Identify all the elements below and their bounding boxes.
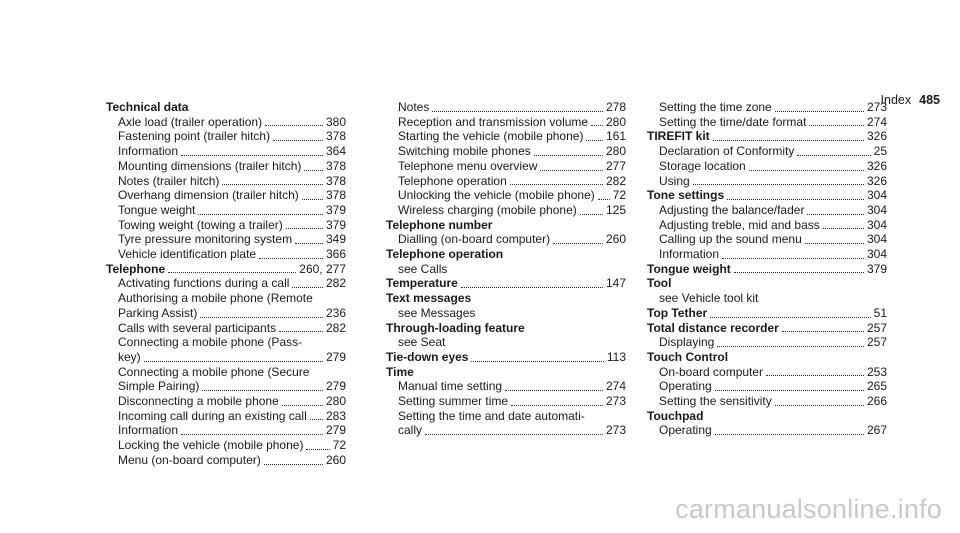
subentry-text: Calling up the sound menu: [659, 232, 802, 247]
entry-title: Tongue weight: [647, 261, 731, 276]
dot-leader: [540, 170, 603, 171]
index-entry: [386, 291, 626, 306]
index-subentry: [106, 350, 346, 365]
index-subentry: [106, 423, 346, 438]
subentry-text: Information: [118, 423, 179, 438]
page-reference[interactable]: 278: [605, 100, 626, 114]
subentry-text: Notes: [398, 100, 430, 114]
index-subentry: [386, 379, 626, 394]
dot-leader: [202, 390, 323, 391]
subentry-text: Overhang dimension (trailer hitch): [118, 188, 299, 203]
dot-leader: [511, 405, 603, 406]
subentry-text: Operating: [659, 379, 712, 394]
index-subentry: [106, 276, 346, 291]
page-reference[interactable]: 282: [325, 276, 346, 291]
index-subentry: [647, 423, 887, 438]
index-entry: [647, 129, 887, 144]
subentry-text: Calls with several participants: [118, 320, 277, 335]
page-reference[interactable]: 277: [605, 158, 626, 173]
subentry-text: cally: [398, 423, 423, 438]
index-subentry: [647, 174, 887, 189]
page-reference[interactable]: 253: [866, 364, 887, 379]
subentry-text: Adjusting treble, mid and bass: [659, 217, 820, 232]
index-entry: [647, 306, 887, 321]
index-subentry: [647, 100, 887, 115]
page-reference[interactable]: 279: [325, 423, 346, 438]
dot-leader: [310, 419, 323, 420]
dot-leader: [286, 228, 323, 229]
subentry-text: Parking Assist): [118, 305, 198, 320]
page-reference[interactable]: 349: [325, 232, 346, 247]
index-entry: [647, 188, 887, 203]
dot-leader: [693, 184, 864, 185]
watermark: carmanualsonline.info: [675, 494, 942, 524]
dot-leader: [471, 361, 603, 362]
index-subentry: [386, 115, 626, 130]
subentry-text: Wireless charging (mobile phone): [398, 202, 577, 217]
index-entry: [647, 321, 887, 336]
subentry-text: Disconnecting a mobile phone: [118, 394, 279, 409]
index-subentry: [386, 100, 626, 115]
dot-leader: [797, 155, 870, 156]
page-reference[interactable]: 51: [873, 305, 887, 320]
subentry-text: Reception and transmission volume: [398, 114, 589, 129]
page-reference[interactable]: 274: [866, 114, 887, 129]
index-entry: [647, 350, 887, 365]
dot-leader: [432, 111, 603, 112]
page-reference[interactable]: 364: [325, 144, 346, 159]
entry-title: Touch Control: [647, 349, 729, 364]
index-subentry: [647, 115, 887, 130]
subentry-text: Axle load (trailer operation): [118, 114, 263, 129]
index-subentry: [386, 306, 626, 321]
dot-leader: [273, 140, 323, 141]
index-entry: [106, 100, 346, 115]
page-reference[interactable]: 304: [866, 217, 887, 232]
dot-leader: [775, 111, 864, 112]
subentry-text: Setting the time and date automati-: [398, 408, 585, 423]
page-reference[interactable]: 304: [866, 247, 887, 262]
dot-leader: [306, 449, 329, 450]
index-subentry: [106, 394, 346, 409]
dot-leader: [200, 317, 323, 318]
index-subentry: [386, 129, 626, 144]
index-subentry: [106, 438, 346, 453]
index-subentry: [647, 159, 887, 174]
index-subentry: [106, 203, 346, 218]
page-reference[interactable]: 283: [325, 408, 346, 423]
subentry-text: Connecting a mobile phone (Pass-: [118, 335, 303, 350]
page-reference[interactable]: 378: [325, 158, 346, 173]
subentry-text: Information: [118, 144, 179, 159]
index-subentry: [106, 365, 346, 380]
dot-leader: [717, 346, 864, 347]
page-reference[interactable]: 161: [605, 129, 626, 144]
dot-leader: [823, 228, 864, 229]
dot-leader: [580, 214, 603, 215]
page-reference[interactable]: 267: [866, 423, 887, 438]
subentry-text: Setting summer time: [398, 394, 509, 409]
page-reference[interactable]: 378: [325, 129, 346, 144]
dot-leader: [461, 287, 603, 288]
page-reference[interactable]: 274: [605, 379, 626, 394]
subentry-text: key): [118, 349, 141, 364]
page-reference[interactable]: 379: [866, 261, 887, 276]
entry-title: Tie-down eyes: [386, 349, 469, 364]
index-subentry: [106, 159, 346, 174]
index-subentry: [386, 394, 626, 409]
subentry-text: Setting the sensitivity: [659, 394, 772, 409]
index-entry: [386, 247, 626, 262]
index-subentry: [106, 115, 346, 130]
page-reference[interactable]: 280: [605, 114, 626, 129]
page-reference[interactable]: 380: [325, 114, 346, 129]
subentry-text: Fastening point (trailer hitch): [118, 129, 271, 144]
index-subentry: [106, 409, 346, 424]
entry-title: Touchpad: [647, 408, 704, 423]
page-reference[interactable]: 25: [873, 144, 887, 159]
dot-leader: [304, 170, 323, 171]
page-reference[interactable]: 265: [866, 379, 887, 394]
index-subentry: [647, 335, 887, 350]
entry-title: TIREFIT kit: [647, 129, 710, 144]
index-subentry: [386, 159, 626, 174]
entry-title: Telephone: [106, 261, 166, 276]
entry-title: Technical data: [106, 100, 189, 114]
page-reference[interactable]: 273: [605, 394, 626, 409]
page-reference[interactable]: 379: [325, 217, 346, 232]
index-subentry: [647, 394, 887, 409]
subentry-text: Telephone menu overview: [398, 158, 538, 173]
page-reference[interactable]: 260: [605, 232, 626, 247]
entry-title: Temperature: [386, 276, 458, 291]
index-subentry: [386, 262, 626, 277]
subentry-text: see Messages: [398, 305, 476, 320]
page-number: 485: [919, 93, 940, 107]
dot-leader: [282, 405, 323, 406]
index-subentry: [386, 335, 626, 350]
subentry-text: Manual time setting: [398, 379, 503, 394]
index-entry: [647, 276, 887, 291]
subentry-text: see Seat: [398, 335, 446, 350]
dot-leader: [775, 405, 864, 406]
dot-leader: [766, 375, 864, 376]
page-reference[interactable]: 378: [325, 188, 346, 203]
index-subentry: [106, 291, 346, 306]
index-subentry: [647, 203, 887, 218]
dot-leader: [553, 243, 603, 244]
dot-leader: [782, 331, 864, 332]
subentry-text: Vehicle identification plate: [118, 247, 257, 262]
index-subentry: [106, 453, 346, 468]
page-reference[interactable]: 304: [866, 232, 887, 247]
page-reference[interactable]: 280: [605, 144, 626, 159]
subentry-text: On-board computer: [659, 364, 764, 379]
index-subentry: [386, 232, 626, 247]
page-reference[interactable]: 304: [866, 202, 887, 217]
index-subentry: [647, 247, 887, 262]
page-reference[interactable]: 236: [325, 305, 346, 320]
dot-leader: [425, 434, 603, 435]
dot-leader: [734, 272, 864, 273]
page-reference[interactable]: 304: [866, 188, 887, 203]
index-subentry: [106, 129, 346, 144]
page-reference[interactable]: 266: [866, 394, 887, 409]
dot-leader: [727, 199, 864, 200]
subentry-text: Unlocking the vehicle (mobile phone): [398, 188, 595, 203]
index-subentry: [106, 306, 346, 321]
entry-title: Top Tether: [647, 305, 708, 320]
subentry-text: see Calls: [398, 261, 448, 276]
dot-leader: [749, 170, 864, 171]
index-subentry: [647, 365, 887, 380]
dot-leader: [265, 125, 323, 126]
dot-leader: [809, 125, 864, 126]
dot-leader: [168, 272, 296, 273]
dot-leader: [807, 214, 864, 215]
dot-leader: [292, 287, 323, 288]
index-subentry: [386, 174, 626, 189]
page-reference[interactable]: 273: [866, 100, 887, 114]
page-reference[interactable]: 282: [325, 320, 346, 335]
subentry-text: Towing weight (towing a trailer): [118, 217, 283, 232]
subentry-text: Information: [659, 247, 720, 262]
dot-leader: [259, 258, 323, 259]
subentry-text: Simple Pairing): [118, 379, 200, 394]
dot-leader: [713, 140, 864, 141]
index-column-3: [647, 100, 887, 438]
dot-leader: [598, 199, 610, 200]
subentry-text: Tongue weight: [118, 202, 196, 217]
index-subentry: [106, 335, 346, 350]
dot-leader: [279, 331, 323, 332]
index-subentry: [106, 232, 346, 247]
index-subentry: [386, 423, 626, 438]
page-reference[interactable]: 72: [612, 188, 626, 203]
page-reference[interactable]: 113: [606, 349, 626, 364]
subentry-text: Tyre pressure monitoring system: [118, 232, 293, 247]
page-reference[interactable]: 279: [325, 379, 346, 394]
subentry-text: Locking the vehicle (mobile phone): [118, 438, 304, 453]
index-entry: [647, 409, 887, 424]
page-reference[interactable]: 326: [866, 173, 887, 188]
page-reference[interactable]: 72: [332, 438, 346, 453]
entry-title: Text messages: [386, 291, 472, 306]
page-reference[interactable]: 280: [325, 394, 346, 409]
subentry-text: Starting the vehicle (mobile phone): [398, 129, 584, 144]
index-entry: [647, 262, 887, 277]
page-reference[interactable]: 378: [325, 173, 346, 188]
index-entry: [386, 321, 626, 336]
index-subentry: [647, 144, 887, 159]
index-entry: [386, 350, 626, 365]
dot-leader: [534, 155, 603, 156]
page-reference[interactable]: 125: [605, 202, 626, 217]
entry-title: Telephone operation: [386, 247, 504, 262]
dot-leader: [505, 390, 603, 391]
dot-leader: [722, 258, 864, 259]
index-subentry: [647, 218, 887, 233]
header-section-label: Index: [880, 93, 912, 107]
page-reference[interactable]: 279: [325, 349, 346, 364]
dot-leader: [586, 140, 603, 141]
dot-leader: [715, 434, 864, 435]
dot-leader: [805, 243, 864, 244]
index-subentry: [647, 379, 887, 394]
index-subentry: [106, 379, 346, 394]
index-entry: [106, 262, 346, 277]
page-reference[interactable]: 260, 277: [299, 261, 346, 276]
dot-leader: [144, 361, 323, 362]
index-subentry: [386, 203, 626, 218]
dot-leader: [510, 184, 603, 185]
subentry-text: Setting the time zone: [659, 100, 772, 114]
subentry-text: Notes (trailer hitch): [118, 173, 220, 188]
subentry-text: Menu (on-board computer): [118, 452, 261, 467]
page-reference[interactable]: 326: [866, 158, 887, 173]
index-entry: [386, 276, 626, 291]
subentry-text: Incoming call during an existing call: [118, 408, 307, 423]
entry-title: Tool: [647, 276, 672, 291]
index-subentry: [106, 174, 346, 189]
page-reference[interactable]: 257: [866, 320, 887, 335]
dot-leader: [198, 214, 323, 215]
index-subentry: [647, 291, 887, 306]
entry-title: Time: [386, 364, 414, 379]
index-subentry: [106, 144, 346, 159]
index-column-2: [386, 100, 626, 438]
subentry-text: Connecting a mobile phone (Secure: [118, 364, 310, 379]
dot-leader: [181, 155, 323, 156]
index-subentry: [647, 232, 887, 247]
dot-leader: [302, 199, 323, 200]
index-subentry: [106, 188, 346, 203]
page-reference[interactable]: 282: [605, 173, 626, 188]
subentry-text: Using: [659, 173, 690, 188]
index-subentry: [106, 218, 346, 233]
entry-title: Telephone number: [386, 217, 493, 232]
subentry-text: Mounting dimensions (trailer hitch): [118, 158, 302, 173]
dot-leader: [181, 434, 323, 435]
dot-leader: [264, 464, 323, 465]
index-subentry: [386, 144, 626, 159]
dot-leader: [710, 317, 870, 318]
subentry-text: Dialling (on-board computer): [398, 232, 551, 247]
index-entry: [386, 218, 626, 233]
dot-leader: [295, 243, 323, 244]
entry-title: Through-loading feature: [386, 320, 525, 335]
dot-leader: [715, 390, 864, 391]
index-entry: [386, 365, 626, 380]
subentry-text: Switching mobile phones: [398, 144, 531, 159]
subentry-text: see Vehicle tool kit: [659, 291, 759, 306]
subentry-text: Storage location: [659, 158, 746, 173]
index-subentry: [386, 188, 626, 203]
index-column-1: [106, 100, 346, 468]
entry-title: Tone settings: [647, 188, 725, 203]
subentry-text: Setting the time/date format: [659, 114, 807, 129]
page-reference[interactable]: 147: [605, 276, 626, 291]
subentry-text: Authorising a mobile phone (Remote: [118, 291, 313, 306]
entry-title: Total distance recorder: [647, 320, 779, 335]
page-reference[interactable]: 326: [866, 129, 887, 144]
dot-leader: [591, 125, 603, 126]
subentry-text: Declaration of Conformity: [659, 144, 795, 159]
page-reference[interactable]: 379: [325, 202, 346, 217]
subentry-text: Adjusting the balance/fader: [659, 202, 805, 217]
subentry-text: Activating functions during a call: [118, 276, 290, 291]
page-reference[interactable]: 273: [605, 423, 626, 438]
subentry-text: Operating: [659, 423, 712, 438]
index-subentry: [106, 247, 346, 262]
index-subentry: [106, 321, 346, 336]
page-reference[interactable]: 257: [866, 335, 887, 350]
dot-leader: [222, 184, 323, 185]
subentry-text: Telephone operation: [398, 173, 507, 188]
page-header: [881, 93, 940, 107]
page-reference[interactable]: 366: [325, 247, 346, 262]
subentry-text: Displaying: [659, 335, 715, 350]
page-reference[interactable]: 260: [325, 452, 346, 467]
index-subentry: [386, 409, 626, 424]
